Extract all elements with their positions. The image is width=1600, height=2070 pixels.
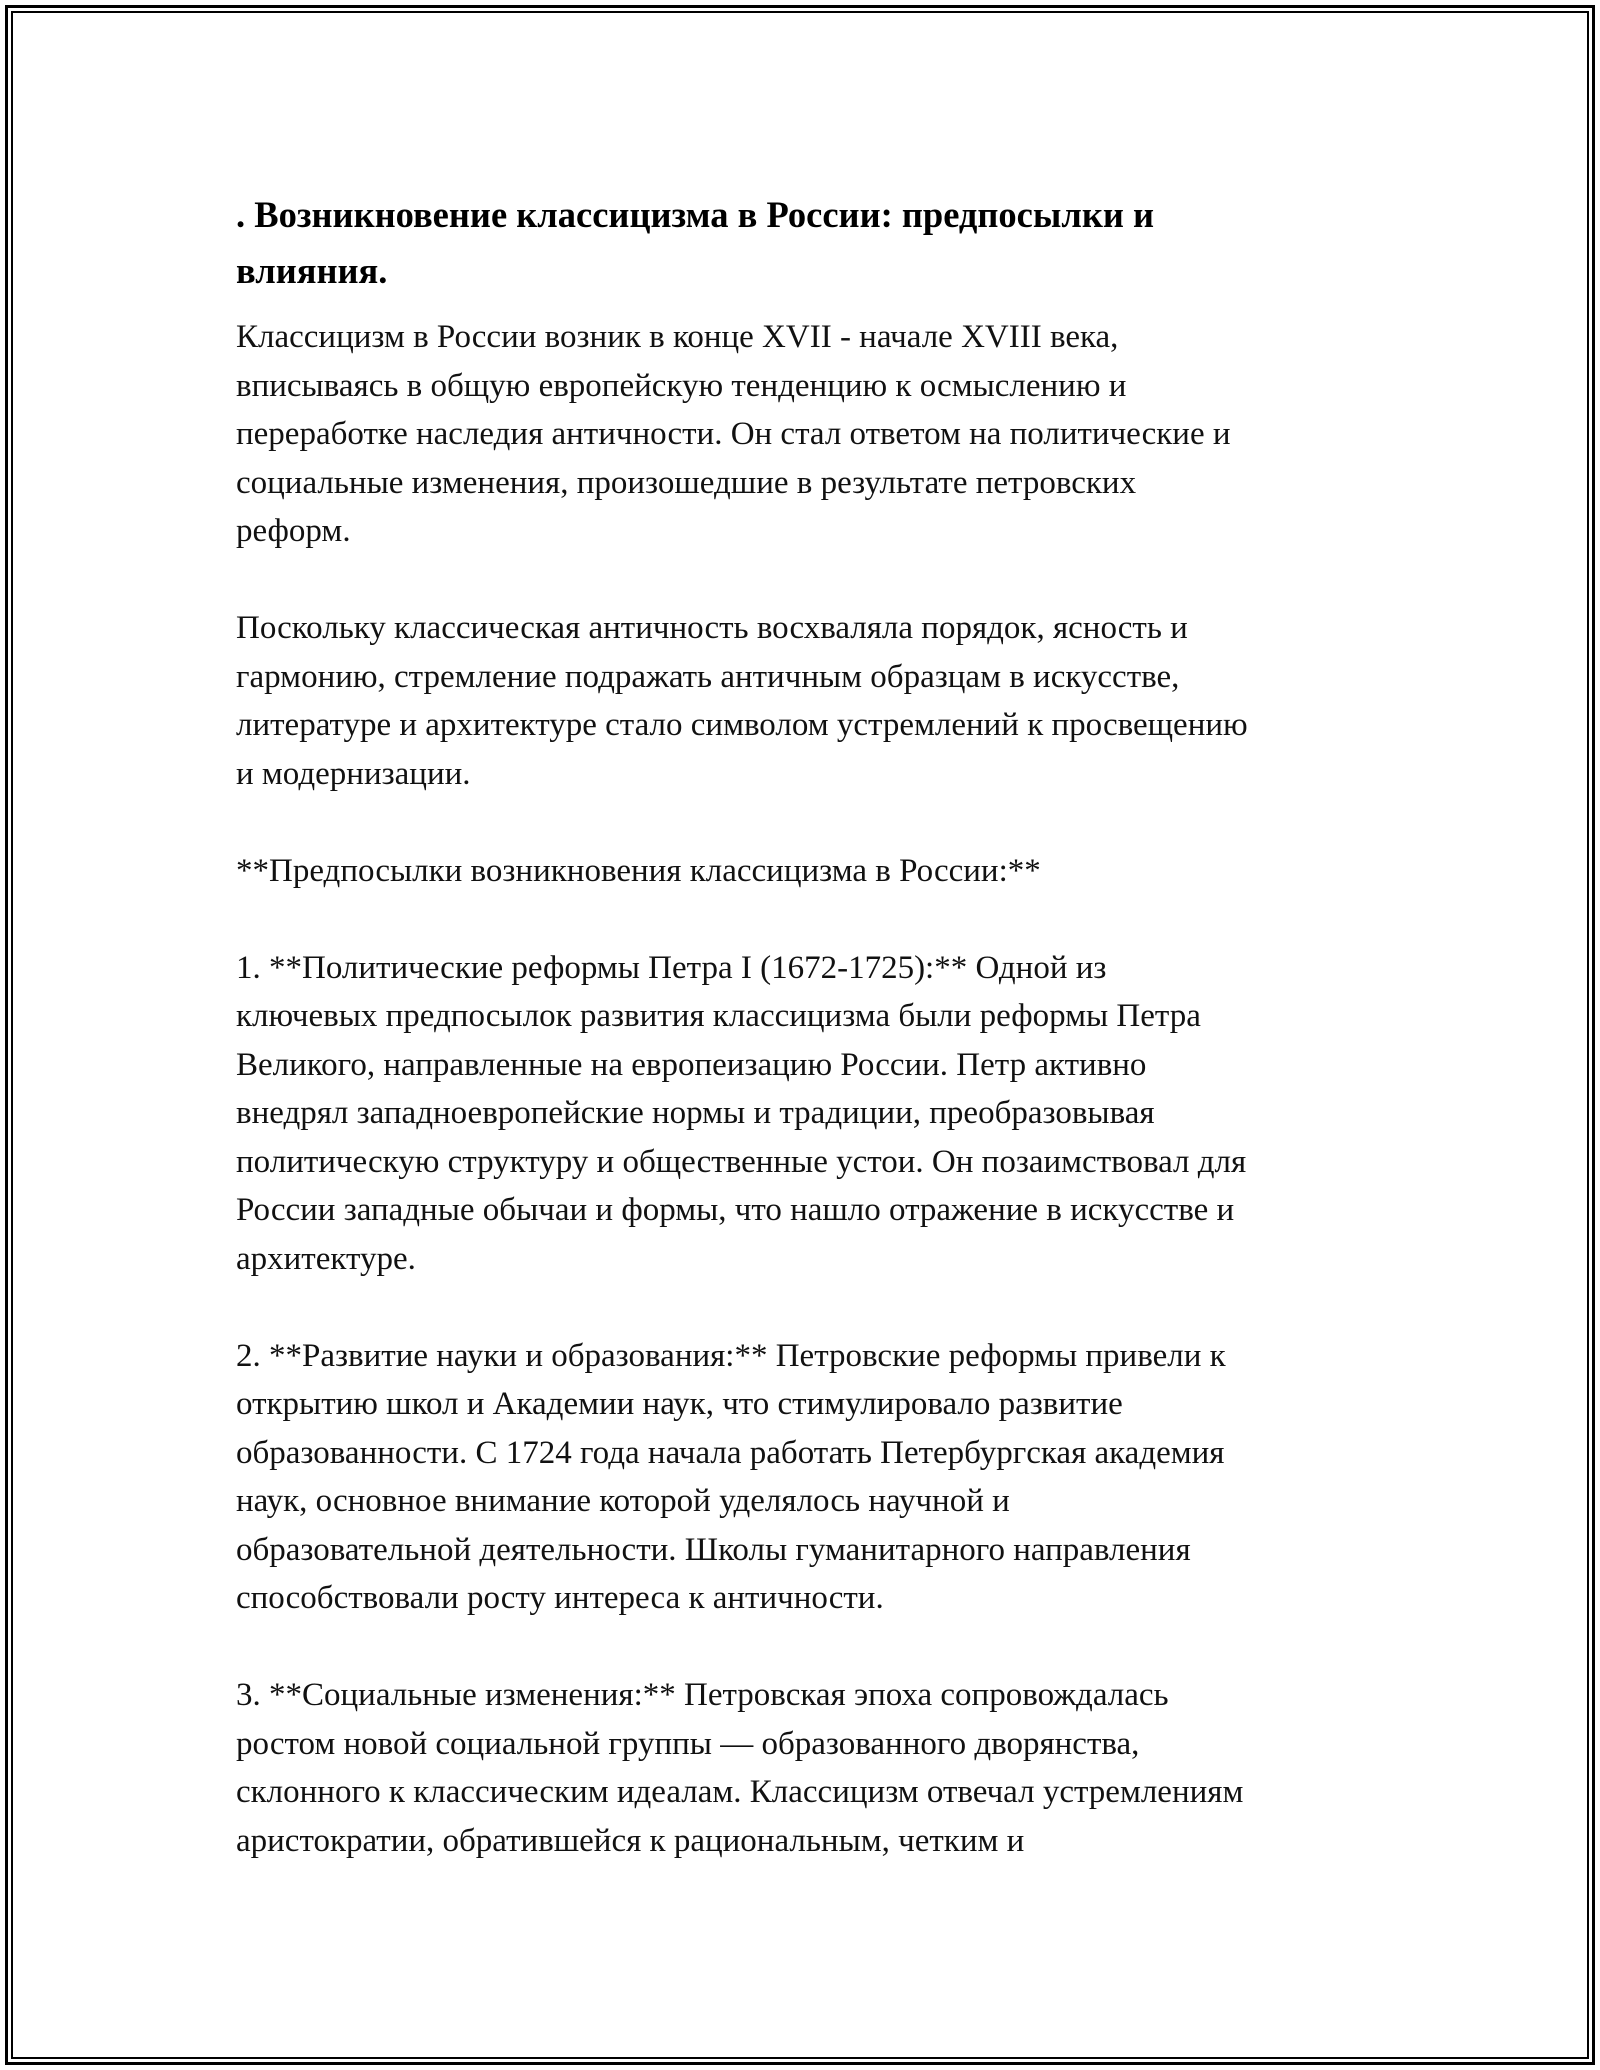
document-page — [236, 187, 1386, 1914]
paragraph-antiquity: Поскольку классическая античность восхваляла порядок, ясность и гармонию, стремление подражать античным образцам в искусстве, литературе и архитектуре стало символом устремлений к просвещению и модернизации. — [236, 610, 1248, 792]
list-item-social-changes: 3. **Социальные изменения:** Петровская эпоха сопровождалась ростом новой социальной группы — образованного дворянства, склонного к классическим идеалам. Классицизм отвечал устремлениям аристократии, обратившейся к рациональным, четким и — [236, 1677, 1244, 1859]
section-heading-prerequisites: **Предпосылки возникновения классицизма в России:** — [236, 852, 1041, 889]
list-item-science-education: 2. **Развитие науки и образования:** Петровские реформы привели к открытию школ и Академии наук, что стимулировало развитие образованности. С 1724 года начала работать Петербургская академия наук, основное внимание которой уделялось научной и образовательной деятельности. Школы гуманитарного направления способствовали росту интереса к античности. — [236, 1337, 1226, 1616]
document-title: . Возникновение классицизма в России: предпосылки и влияния. — [236, 194, 1155, 291]
paragraph-intro: Классицизм в России возник в конце XVII - начале XVIII века, вписываясь в общую европейскую тенденцию к осмыслению и переработке наследия античности. Он стал ответом на политические и социальные изменения, произошедшие в результате петровских реформ. — [236, 319, 1231, 549]
list-item-political-reforms: 1. **Политические реформы Петра I (1672-1725):** Одной из ключевых предпосылок развития классицизма были реформы Петра Великого, направленные на европеизацию России. Петр активно внедрял западноевропейские нормы и традиции, преобразовывая политическую структуру и общественные устои. Он позаимствовал для России западные обычаи и формы, что нашло отражение в искусстве и архитектуре. — [236, 949, 1247, 1277]
